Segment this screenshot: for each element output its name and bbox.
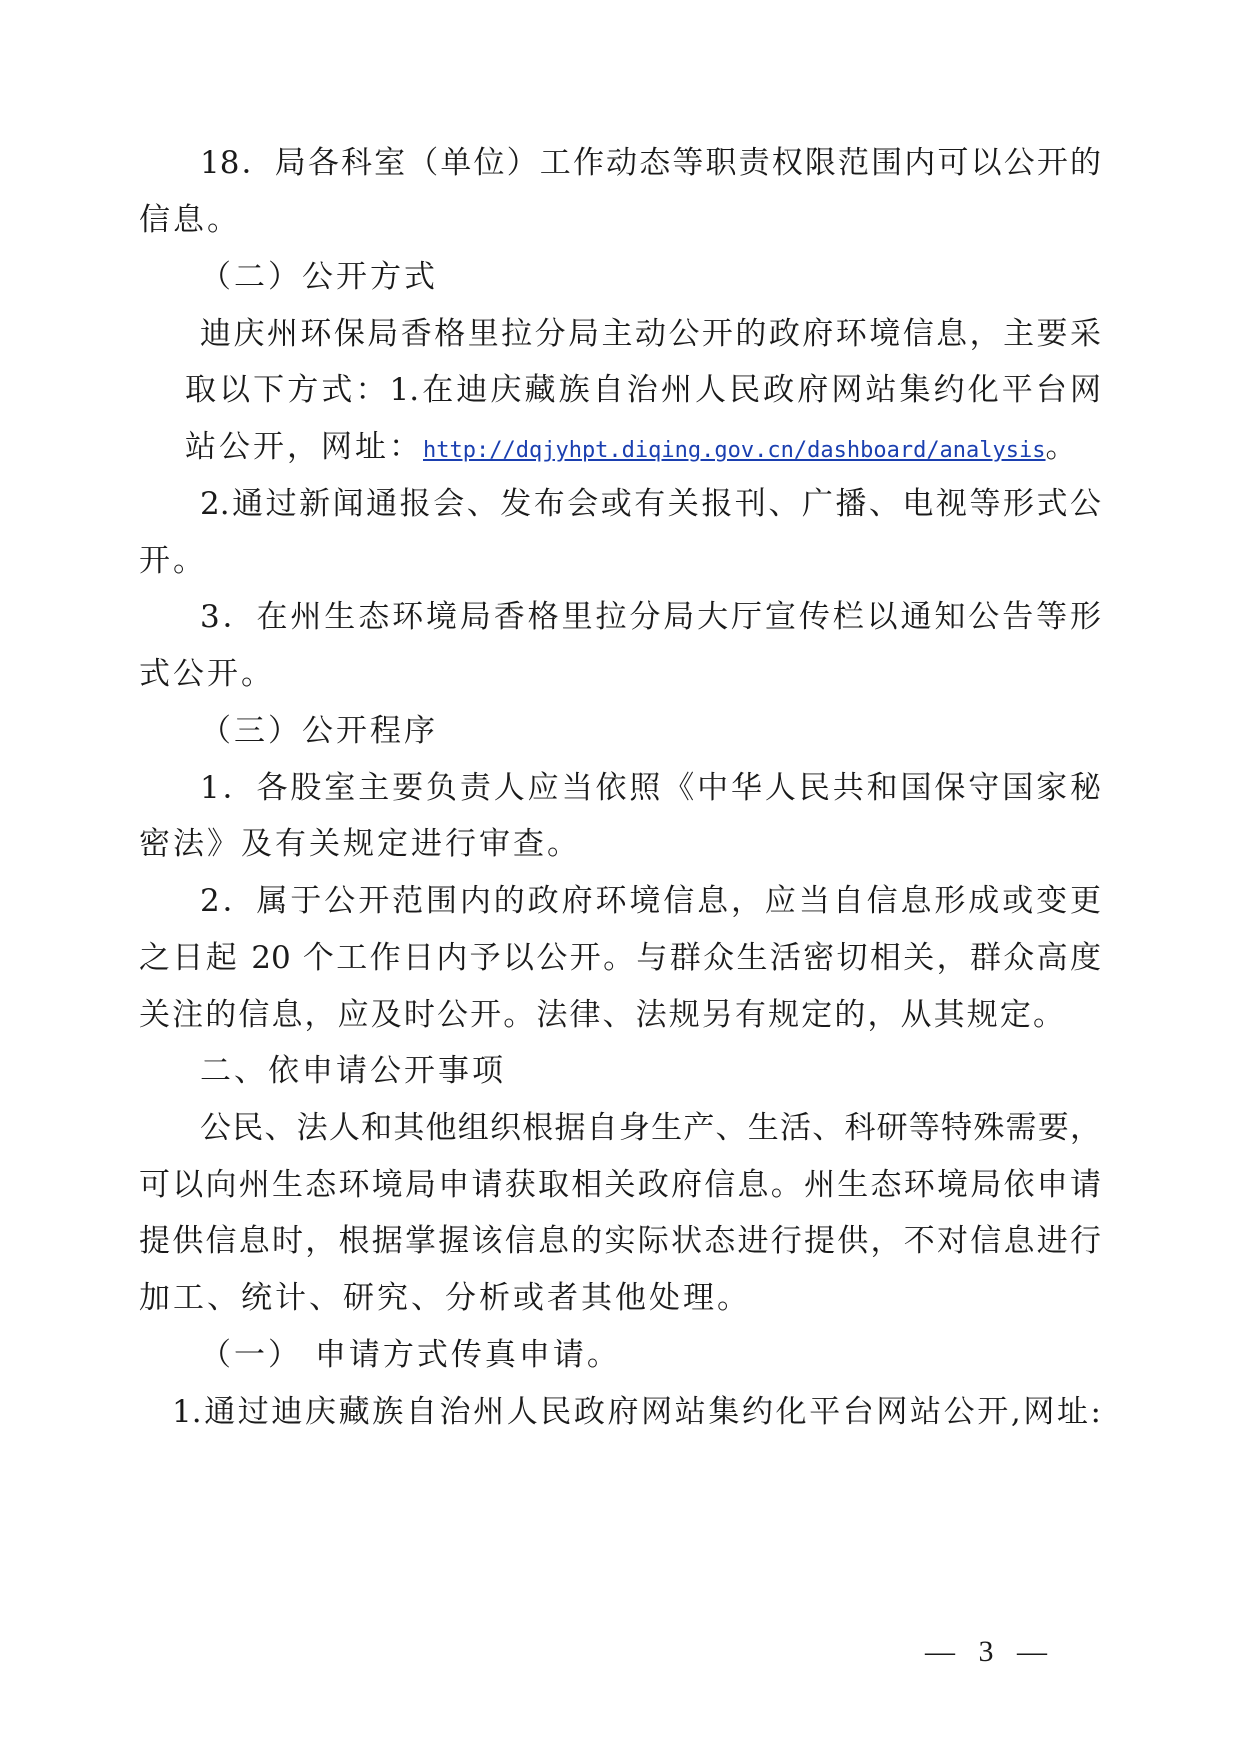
paragraph-procedure-1-line-1: 1．各股室主要负责人应当依照《中华人民共和国保守国家秘 [200, 770, 1101, 806]
paragraph-method-3-line-2: 式公开。 [139, 656, 275, 692]
paragraph-application-method-1: 1.通过迪庆藏族自治州人民政府网站集约化平台网站公开,网址: [172, 1394, 1101, 1430]
paragraph-item-18-line-2: 信息。 [139, 202, 241, 238]
heading-application-method: （一） 申请方式传真申请。 [200, 1337, 621, 1373]
paragraph-method-2-line-1: 2.通过新闻通报会、发布会或有关报刊、广播、电视等形式公 [200, 486, 1101, 522]
url-prefix-text: 站公开，网址： [185, 429, 423, 465]
url-suffix-text: 。 [1045, 429, 1080, 465]
paragraph-item-18-line-1: 18．局各科室（单位）工作动态等职责权限范围内可以公开的 [200, 145, 1101, 181]
paragraph-method-2-line-2: 开。 [139, 543, 207, 579]
heading-disclosure-method: （二）公开方式 [200, 259, 438, 295]
paragraph-method-intro-line-2: 取以下方式：1.在迪庆藏族自治州人民政府网站集约化平台网 [185, 372, 1101, 408]
paragraph-application-line-3: 提供信息时，根据掌握该信息的实际状态进行提供，不对信息进行 [139, 1223, 1101, 1259]
heading-application-disclosure: 二、依申请公开事项 [200, 1053, 506, 1089]
paragraph-application-line-2: 可以向州生态环境局申请获取相关政府信息。州生态环境局依申请 [139, 1167, 1101, 1203]
paragraph-procedure-2-line-1: 2．属于公开范围内的政府环境信息，应当自信息形成或变更 [200, 883, 1101, 919]
paragraph-method-intro-line-3 [185, 427, 1080, 471]
website-url-link[interactable]: http://dqjyhpt.diqing.gov.cn/dashboard/analysis [423, 438, 1046, 463]
paragraph-method-3-line-1: 3．在州生态环境局香格里拉分局大厅宣传栏以通知公告等形 [200, 599, 1101, 635]
paragraph-method-intro-line-1: 迪庆州环保局香格里拉分局主动公开的政府环境信息，主要采 [200, 316, 1101, 352]
paragraph-procedure-2-line-2: 之日起 20 个工作日内予以公开。与群众生活密切相关，群众高度 [139, 940, 1101, 976]
paragraph-procedure-1-line-2: 密法》及有关规定进行审查。 [139, 826, 581, 862]
heading-disclosure-procedure: （三）公开程序 [200, 713, 438, 749]
paragraph-procedure-2-line-3: 关注的信息，应及时公开。法律、法规另有规定的，从其规定。 [139, 997, 1064, 1033]
paragraph-application-line-4: 加工、统计、研究、分析或者其他处理。 [139, 1280, 751, 1316]
page-number: — 3 — [925, 1635, 1055, 1668]
paragraph-application-line-1: 公民、法人和其他组织根据自身生产、生活、科研等特殊需要， [200, 1110, 1101, 1146]
